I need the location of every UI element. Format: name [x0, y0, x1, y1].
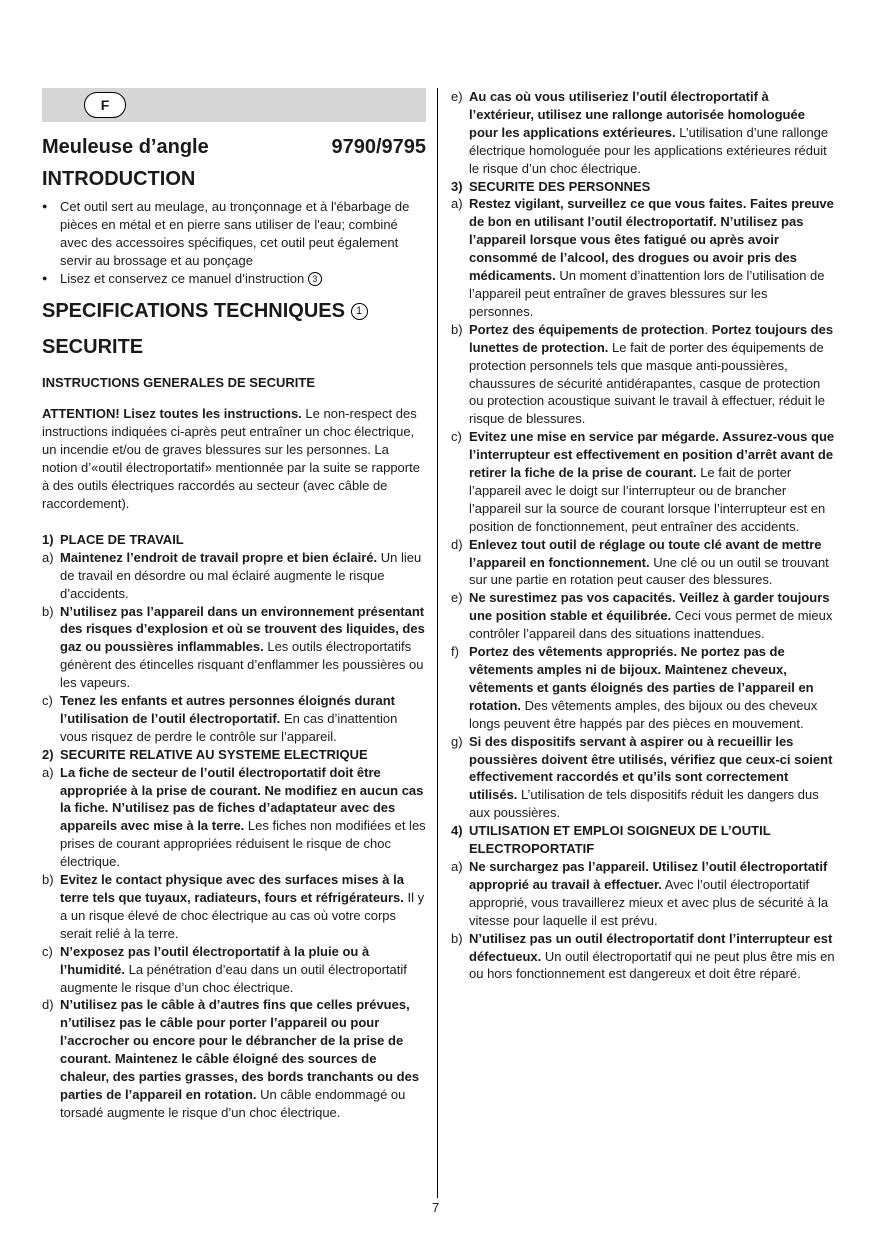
- list-item: b) Portez des équipements de protection. Portez toujours des lunettes de protection. Le fait de porter des équipements de protection personnels tels que masque anti-poussières, chaussures de sécurité antidérapantes, casque de protection ou protection acoustique suivant le travail à effectuer, réduit le risque de blessures.: [451, 321, 834, 427]
- page-number: 7: [432, 1200, 440, 1215]
- section-heading: 1) PLACE DE TRAVAIL: [42, 531, 184, 547]
- specs-heading: SPECIFICATIONS TECHNIQUES 1: [42, 298, 426, 324]
- intro-bullet: ● Cet outil sert au meulage, au tronçonnage et à l'ébarbage de pièces en métal et en pierre sans utiliser de l'eau; combiné avec des accessoires spécifiques, cet outil peut également servir au brossage et au ponçage: [42, 198, 426, 270]
- left-column: [42, 88, 426, 1122]
- list-item: b) N’utilisez pas l’appareil dans un environnement présentant des risques d’explosion et où se trouvent des liquides, des gaz ou poussières inflammables. Les outils électroportatifs génèrent des étincelles risquant d’enflammer les poussières ou les vapeurs.: [42, 603, 425, 691]
- column-divider: [437, 88, 438, 1198]
- list-item: d) N’utilisez pas le câble à d’autres fins que celles prévues, n’utilisez pas le câble pour porter l’appareil ou pour l’accrocher ou encore pour le débrancher de la prise de courant. Maintenez le câble éloigné des sources de chaleur, des parties grasses, des bords tranchants ou des parties de l’appareil en rotation. Un câble endommagé ou torsadé augmente le risque d’un choc électrique.: [42, 997, 420, 1120]
- list-item: a) Restez vigilant, surveillez ce que vous faites. Faites preuve de bon en utilisant l’outil électroportatif. N’utilisez pas l’appareil lorsque vous êtes fatigué ou après avoir consommé de l’alcool, des drogues ou avoir pris des médicaments. Un moment d’inattention lors de l’utilisation de l’appareil peut entraîner de graves blessures sur les personnes.: [451, 196, 834, 319]
- list-item: c) Evitez une mise en service par mégarde. Assurez-vous que l’interrupteur est effectivement en position d’arrêt avant de retirer la fiche de la prise de courant. Le fait de porter l’appareil avec le doigt sur l’interrupteur ou de brancher l’appareil sur la source de courant lorsque l’interrupteur est en position de fonctionnement, peut entraîner des accidents.: [451, 429, 835, 534]
- list-item: b) Evitez le contact physique avec des surfaces mises à la terre tels que tuyaux, radiateurs, fours et réfrigérateurs. Il y a un risque élevé de choc électrique au cas où votre corps serait relié à la terre.: [42, 872, 425, 941]
- attention-paragraph: ATTENTION! Lisez toutes les instructions. Le non-respect des instructions indiquées ci-après peut entraîner un choc électrique, un incendie et/ou de graves blessures sur les personnes. La notion d’«outil électroportatif» mentionnée par la suite se rapporte à des outils électriques raccordés au secteur (avec câble de raccordement).: [42, 406, 420, 511]
- list-item: e) Ne surestimez pas vos capacités. Veillez à garder toujours une position stable et équilibrée. Ceci vous permet de mieux contrôler l’appareil dans des situations inattendues.: [451, 590, 833, 642]
- list-item: a) Maintenez l’endroit de travail propre et bien éclairé. Un lieu de travail en désordre ou mal éclairé augmente le risque d’accidents.: [42, 549, 422, 601]
- list-item: a) La fiche de secteur de l’outil électroportatif doit être appropriée à la prise de courant. Ne modifiez en aucun cas la fiche. N’utilisez pas de fiches d’adaptateur avec des appareils avec mise à la terre. Les fiches non modifiées et les prises de courant appropriées réduisent le risque de choc électrique.: [42, 764, 426, 870]
- product-title: Meuleuse d’angle: [42, 136, 209, 158]
- list-item: b) N’utilisez pas un outil électroportatif dont l’interrupteur est défectueux. Un outil électroportatif qui ne peut plus être mis en ou hors fonctionnement est dangereux et doit être réparé.: [451, 930, 835, 982]
- safety-heading: SECURITE: [42, 335, 144, 358]
- intro-heading: INTRODUCTION: [42, 168, 196, 190]
- list-item: c) N’exposez pas l’outil électroportatif à la pluie ou à l’humidité. La pénétration d’eau dans un outil électroportatif augmente le risque d’un choc électrique.: [42, 943, 407, 995]
- figure-ref: 1: [351, 303, 368, 320]
- section-heading: 4) UTILISATION ET EMPLOI SOIGNEUX DE L’OUTIL ELECTROPORTATIF: [451, 823, 771, 857]
- intro-bullets: [42, 198, 426, 288]
- list-item: e) Au cas où vous utiliseriez l’outil électroportatif à l’extérieur, utilisez une rallonge autorisée homologuée pour les applications extérieures. L’utilisation d’une rallonge électrique homologuée pour les applications extérieures réduit le risque d’un choc électrique.: [451, 89, 829, 176]
- language-badge: F: [84, 92, 126, 118]
- title-row: [42, 134, 426, 160]
- model-number: 9790/9795: [331, 136, 426, 158]
- section-heading: 3) SECURITE DES PERSONNES: [451, 178, 651, 194]
- list-item: f) Portez des vêtements appropriés. Ne portez pas de vêtements amples ni de bijoux. Maintenez cheveux, vêtements et gants éloignés des parties de l’appareil en rotation. Des vêtements amples, des bijoux ou des cheveux longs peuvent être happés par des pièces en mouvement.: [451, 644, 818, 731]
- right-column: [451, 88, 835, 983]
- general-instructions-heading: INSTRUCTIONS GENERALES DE SECURITE: [42, 374, 316, 390]
- list-item: d) Enlevez tout outil de réglage ou toute clé avant de mettre l’appareil en fonctionnement. Une clé ou un outil se trouvant sur une partie en rotation peut causer des blessures.: [451, 536, 829, 588]
- list-item: g) Si des dispositifs servant à aspirer ou à recueillir les poussières doivent être utilisés, vérifiez que ceux-ci soient effectivement raccordés et qu’ils sont correctement utilisés. L’utilisation de tels dispositifs réduit les dangers dus aux poussières.: [451, 733, 833, 821]
- figure-ref: 3: [308, 272, 322, 286]
- section-heading: 2) SECURITE RELATIVE AU SYSTEME ELECTRIQUE: [42, 746, 368, 762]
- intro-bullet: ● Lisez et conservez ce manuel d’instruction 3: [42, 270, 426, 288]
- list-item: a) Ne surchargez pas l’appareil. Utilisez l’outil électroportatif approprié au travail à effectuer. Avec l’outil électroportatif approprié, vous travaillerez mieux et avec plus de sécurité à la vitesse pour laquelle il est prévu.: [451, 858, 829, 928]
- list-item: c) Tenez les enfants et autres personnes éloignés durant l’utilisation de l’outil électroportatif. En cas d’inattention vous risquez de perdre le contrôle sur l’appareil.: [42, 693, 398, 744]
- language-bar: [42, 88, 426, 122]
